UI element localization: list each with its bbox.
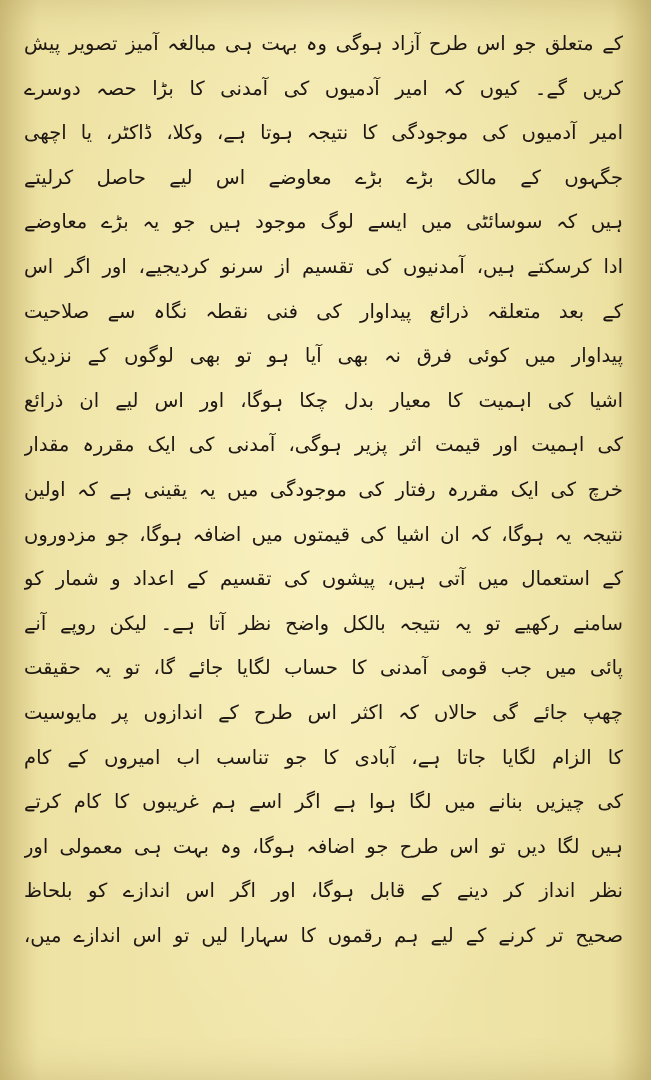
text-line-10: کی اہمیت اور قیمت اثر پزیر ہوگی، آمدنی کی ایک مقررہ مقدار — [24, 433, 623, 457]
text-line-21: صحیح تر کرنے کے لیے ہم رقموں کا سہارا لیں تو اس اندازے میں، — [24, 923, 623, 947]
text-line-17: کا الزام لگایا جاتا ہے، آبادی کا جو تناسب اب امیروں کے کام — [24, 745, 623, 769]
text-line-8: پیداوار میں کوئی فرق نہ بھی آیا ہو تو بھی لوگوں کے نزدیک — [24, 344, 623, 368]
text-line-3: امیر آدمیوں کی موجودگی کا نتیجہ ہوتا ہے، وکلا، ڈاکٹر، یا اچھی — [24, 121, 623, 145]
text-line-9: اشیا کی اہمیت کا معیار بدل چکا ہوگا، اور اس لیے ان ذرائع — [24, 388, 623, 412]
text-line-12: نتیجہ یہ ہوگا، کہ ان اشیا کی قیمتوں میں اضافہ ہوگا، جو مزدوروں — [24, 522, 623, 546]
text-line-6: ادا کرسکتے ہیں، آمدنیوں کی تقسیم از سرنو کردیجیے، اور اگر اس — [24, 254, 623, 278]
text-line-20: نظر انداز کر دینے کے قابل ہوگا، اور اگر اس اندازے کو بلحاظ — [24, 879, 623, 903]
text-line-11: خرچ کی ایک مقررہ رفتار کی موجودگی میں یہ یقینی ہے کہ اولین — [24, 477, 623, 501]
text-line-7: کے بعد متعلقہ ذرائع پیداوار کی فنی نقطہ نگاہ سے صلاحیت — [24, 299, 623, 323]
text-line-1: کے متعلق جو اس طرح آزاد ہوگی وہ بہت ہی مبالغہ آمیز تصویر پیش — [24, 32, 623, 55]
text-line-5: ہیں کہ سوسائٹی میں ایسے لوگ موجود ہیں جو یہ بڑے معاوضے — [24, 210, 623, 234]
text-line-19: ہیں لگا دیں تو اس طرح جو اضافہ ہوگا، وہ بہت ہی معمولی اور — [24, 834, 623, 858]
urdu-text-block — [24, 22, 623, 1060]
text-line-18: کی چیزیں بنانے میں لگا ہوا ہے اگر اسے ہم غریبوں کا کام کرتے — [24, 790, 623, 814]
text-line-15: پائی میں جب قومی آمدنی کا حساب لگایا جائے گا، تو یہ حقیقت — [24, 656, 623, 680]
text-line-2: کریں گے۔ کیوں کہ امیر آدمیوں کی آمدنی کا بڑا حصہ دوسرے — [24, 76, 623, 100]
text-line-14: سامنے رکھیے تو یہ نتیجہ بالکل واضح نظر آتا ہے۔ لیکن روپے آنے — [24, 611, 623, 635]
text-line-4: جگہوں کے مالک بڑے بڑے معاوضے اس لیے حاصل کرلیتے — [24, 165, 623, 189]
text-line-16: چھپ جائے گی حالاں کہ اکثر اس طرح کے اندازوں پر مایوسیت — [24, 700, 623, 724]
text-line-13: کے استعمال میں آتی ہیں، پیشوں کی تقسیم کے اعداد و شمار کو — [24, 567, 623, 591]
